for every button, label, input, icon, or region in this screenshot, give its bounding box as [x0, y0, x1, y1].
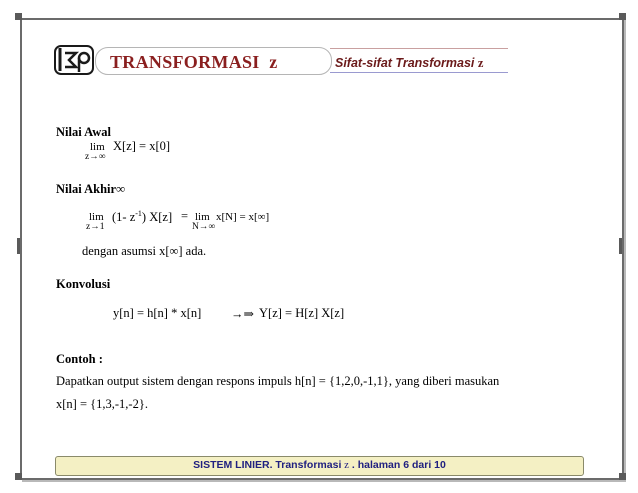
- heading-nilai-awal: Nilai Awal: [56, 125, 111, 139]
- example-text-line-2: x[n] = {1,3,-1,-2}.: [56, 397, 148, 411]
- convolution-z: Y[z] = H[z] X[z]: [259, 306, 345, 320]
- assumption-text: dengan asumsi x[∞] ada.: [82, 244, 207, 258]
- heading-contoh: Contoh :: [56, 352, 103, 366]
- corner-mark: [15, 13, 22, 20]
- lim-label: lim: [195, 211, 210, 223]
- final-value-formula: (1- $z^{-1}$) X[z]: [112, 209, 173, 225]
- page-subtitle: Sifat-sifat Transformasi z: [335, 56, 484, 70]
- equals-sign: =: [181, 209, 189, 223]
- lim-subscript: z→∞: [85, 152, 106, 162]
- example-text-line-1: Dapatkan output sistem dengan respons impuls h[n] = {1,2,0,-1,1}, yang diberi masukan: [56, 374, 500, 388]
- corner-mark: [619, 13, 626, 20]
- corner-mark: [15, 473, 22, 480]
- initial-value-formula: X[z] = x[0]: [113, 139, 171, 153]
- lim-subscript: N→∞: [192, 222, 216, 232]
- implies-arrow-icon: →⇒: [231, 307, 254, 321]
- lim-subscript: z→1: [86, 222, 105, 232]
- side-tick: [619, 238, 622, 254]
- heading-konvolusi: Konvolusi: [56, 277, 111, 291]
- title-divider: [330, 48, 508, 49]
- side-tick: [17, 238, 20, 254]
- title-divider: [330, 72, 508, 73]
- lim-label: lim: [89, 211, 104, 223]
- page-title: TRANSFORMASI z: [110, 52, 278, 72]
- lim-label: lim: [90, 141, 105, 153]
- heading-nilai-akhir: Nilai Akhir∞: [56, 182, 125, 196]
- footer-text: SISTEM LINIER. Transformasi z . halaman 6 dari 10: [193, 459, 446, 471]
- convolution-time: y[n] = h[n] * x[n]: [113, 306, 202, 320]
- corner-mark: [619, 473, 626, 480]
- final-value-result: x[N] = x[∞]: [216, 211, 270, 223]
- footer-bar: [55, 456, 584, 476]
- sigma-rho-logo-icon: [54, 45, 94, 75]
